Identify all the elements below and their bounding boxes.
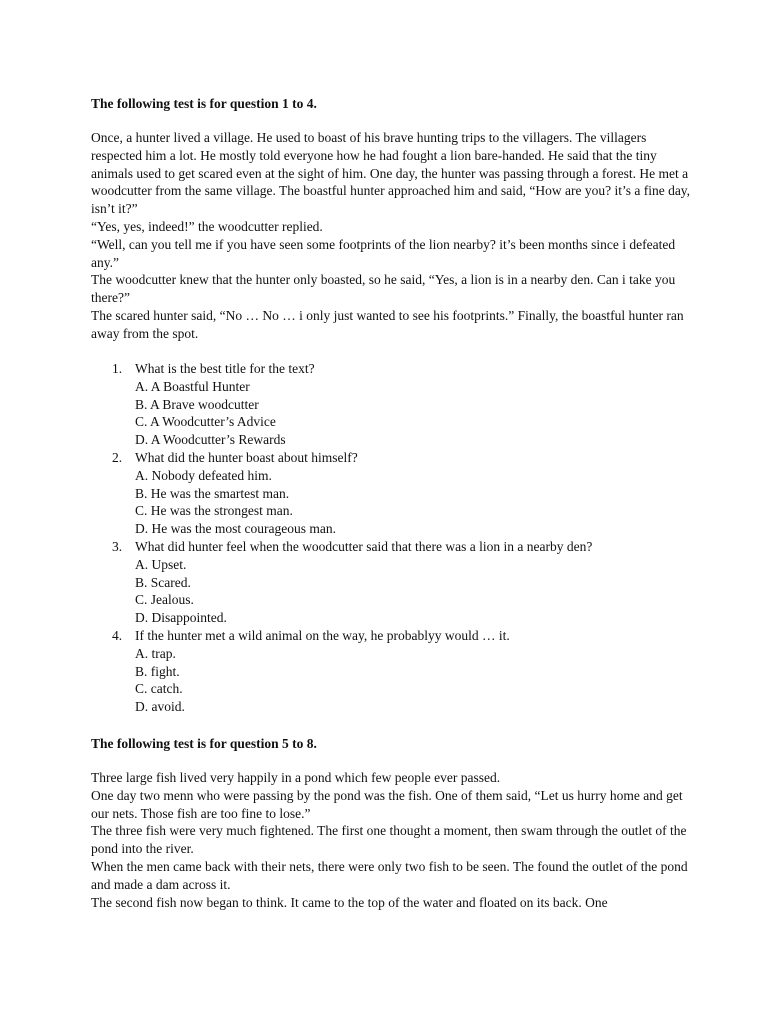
answer-option: D. avoid. bbox=[135, 699, 185, 715]
question-number: 4. bbox=[112, 627, 123, 643]
question-item bbox=[112, 627, 712, 716]
question-text: What did the hunter boast about himself? bbox=[135, 449, 358, 465]
answer-option: D. He was the most courageous man. bbox=[135, 521, 336, 537]
section-1-passage bbox=[91, 129, 691, 343]
question-item bbox=[112, 360, 712, 449]
passage-paragraph: One day two menn who were passing by the pond was the fish. One of them said, “Let us hurry home and get our nets. Those fish are too fine to lose.” bbox=[91, 787, 683, 821]
answer-option: A. trap. bbox=[135, 645, 176, 661]
answer-option: C. He was the strongest man. bbox=[135, 503, 293, 519]
question-item bbox=[112, 538, 712, 627]
passage-paragraph: Once, a hunter lived a village. He used to boast of his brave hunting trips to the villagers. The villagers respected him a lot. He mostly told everyone how he had fought a lion bare-handed. He said that the tiny animals used to get scared even at the sight of him. One day, the hunter was passing through a forest. He met a woodcutter from the same village. The boastful hunter approached him and said, “How are you? it’s a fine day, isn’t it?” bbox=[91, 130, 691, 217]
section-1-heading: The following test is for question 1 to 4. bbox=[91, 96, 317, 111]
answer-option: A. A Boastful Hunter bbox=[135, 378, 250, 394]
answer-option: B. Scared. bbox=[135, 574, 191, 590]
answer-option: A. Nobody defeated him. bbox=[135, 467, 272, 483]
answer-options bbox=[112, 467, 712, 538]
question-text: If the hunter met a wild animal on the way, he probablyy would … it. bbox=[135, 627, 510, 643]
answer-options bbox=[112, 378, 712, 449]
answer-option: B. fight. bbox=[135, 663, 180, 679]
passage-paragraph: The woodcutter knew that the hunter only boasted, so he said, “Yes, a lion is in a nearby den. Can i take you there?” bbox=[91, 272, 676, 306]
question-text: What is the best title for the text? bbox=[135, 361, 315, 376]
section-2-heading: The following test is for question 5 to 8. bbox=[91, 736, 317, 751]
answer-options bbox=[112, 645, 712, 716]
passage-paragraph: When the men came back with their nets, there were only two fish to be seen. The found the outlet of the pond and made a dam across it. bbox=[91, 858, 688, 892]
question-list bbox=[112, 360, 712, 716]
passage-paragraph: The second fish now began to think. It came to the top of the water and floated on its back. One bbox=[91, 894, 608, 910]
section-2-passage bbox=[91, 769, 691, 911]
answer-option: C. catch. bbox=[135, 681, 183, 697]
passage-paragraph: “Yes, yes, indeed!” the woodcutter replied. bbox=[91, 218, 323, 234]
answer-option: D. Disappointed. bbox=[135, 610, 227, 626]
passage-paragraph: “Well, can you tell me if you have seen some footprints of the lion nearby? it’s been months since i defeated any.” bbox=[91, 236, 676, 270]
passage-paragraph: The three fish were very much fightened. The first one thought a moment, then swam through the outlet of the pond into the river. bbox=[91, 823, 687, 857]
passage-paragraph: The scared hunter said, “No … No … i only just wanted to see his footprints.” Finally, the boastful hunter ran away from the spot. bbox=[91, 307, 684, 341]
answer-option: D. A Woodcutter’s Rewards bbox=[135, 432, 286, 448]
answer-options bbox=[112, 556, 712, 627]
question-item bbox=[112, 449, 712, 538]
answer-option: A. Upset. bbox=[135, 556, 187, 572]
answer-option: C. A Woodcutter’s Advice bbox=[135, 414, 276, 430]
question-number: 2. bbox=[112, 449, 123, 465]
answer-option: B. He was the smartest man. bbox=[135, 485, 290, 501]
answer-option: C. Jealous. bbox=[135, 592, 194, 608]
question-number: 1. bbox=[112, 361, 123, 376]
answer-option: B. A Brave woodcutter bbox=[135, 396, 259, 412]
passage-paragraph: Three large fish lived very happily in a pond which few people ever passed. bbox=[91, 770, 501, 785]
question-text: What did hunter feel when the woodcutter said that there was a lion in a nearby den? bbox=[135, 538, 593, 554]
question-number: 3. bbox=[112, 538, 123, 554]
